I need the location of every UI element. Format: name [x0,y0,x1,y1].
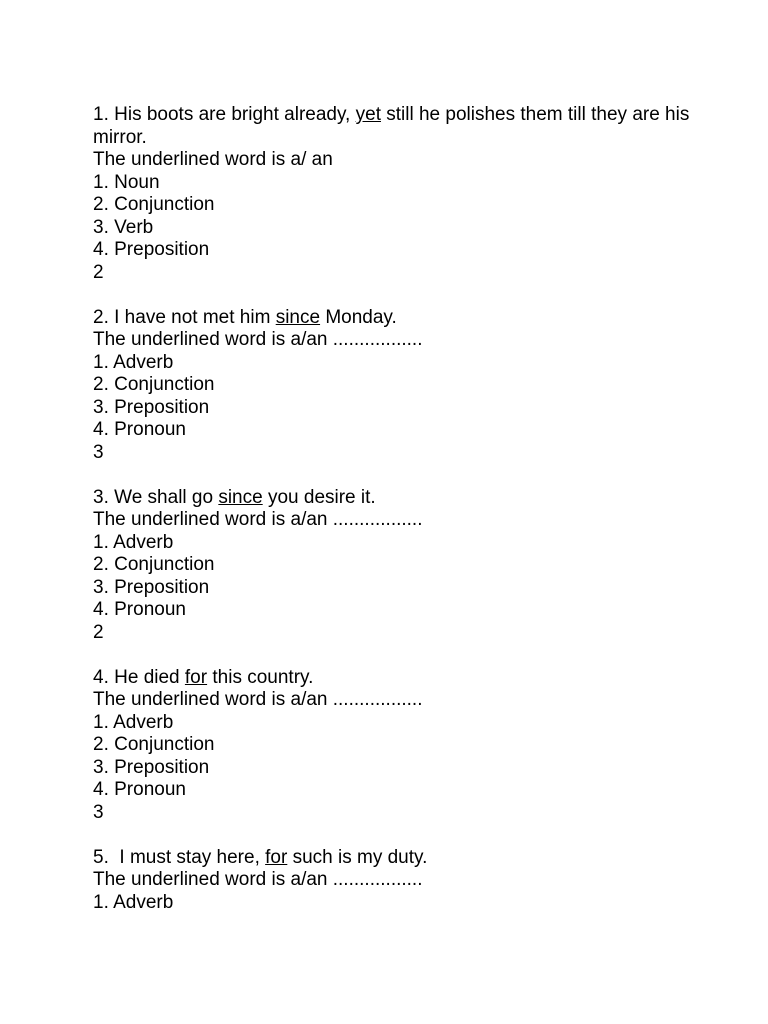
answer: 3 [93,441,104,463]
option-3: 3. Preposition [93,756,210,778]
option-4: 4. Pronoun [93,599,186,620]
question-2 [93,307,693,465]
option-4: 4. Pronoun [93,779,186,800]
sentence-before: 4. He died [93,666,185,688]
option-2: 2. Conjunction [93,554,215,575]
option-2: 2. Conjunction [93,194,215,215]
sentence-before: 1. His boots are bright already, [93,104,356,125]
question-1 [93,104,693,284]
question-sentence [93,104,693,149]
question-prompt: The underlined word is a/ an [93,149,333,170]
answer: 2 [93,261,104,283]
sentence-after: Monday. [320,306,397,328]
option-2: 2. Conjunction [93,374,215,395]
sentence-before: 3. We shall go [93,486,219,508]
option-3: 3. Verb [93,216,154,238]
question-5 [93,847,693,915]
underlined-word: for [184,666,208,688]
question-sentence [93,487,693,510]
sentence-after: you desire it. [262,486,376,508]
option-1: 1. Adverb [93,351,174,373]
answer: 2 [93,621,104,643]
question-prompt: The underlined word is a/an ................. [93,689,423,710]
sentence-after: such is my duty. [287,846,428,868]
option-1: 1. Adverb [93,891,174,913]
option-1: 1. Noun [93,171,160,193]
underlined-word: since [218,486,263,508]
option-1: 1. Adverb [93,711,174,733]
option-4: 4. Pronoun [93,419,186,440]
sentence-after: this country. [207,666,314,688]
sentence-after: still he polishes them till they are his mirror. [93,104,695,148]
option-2: 2. Conjunction [93,734,215,755]
option-3: 3. Preposition [93,396,210,418]
underlined-word: since [275,306,321,328]
underlined-word: yet [355,104,381,125]
question-3 [93,487,693,645]
option-1: 1. Adverb [93,531,174,553]
question-prompt: The underlined word is a/an ................. [93,329,423,350]
document-page [93,104,693,914]
question-prompt: The underlined word is a/an ................. [93,869,423,890]
answer: 3 [93,801,104,823]
sentence-before: 5. I must stay here, [93,846,266,868]
sentence-before: 2. I have not met him [93,306,276,328]
option-4: 4. Preposition [93,239,210,260]
question-sentence [93,847,693,870]
option-3: 3. Preposition [93,576,210,598]
question-prompt: The underlined word is a/an ................. [93,509,423,530]
question-sentence [93,667,693,690]
question-4 [93,667,693,825]
underlined-word: for [265,846,288,868]
question-sentence [93,307,693,330]
